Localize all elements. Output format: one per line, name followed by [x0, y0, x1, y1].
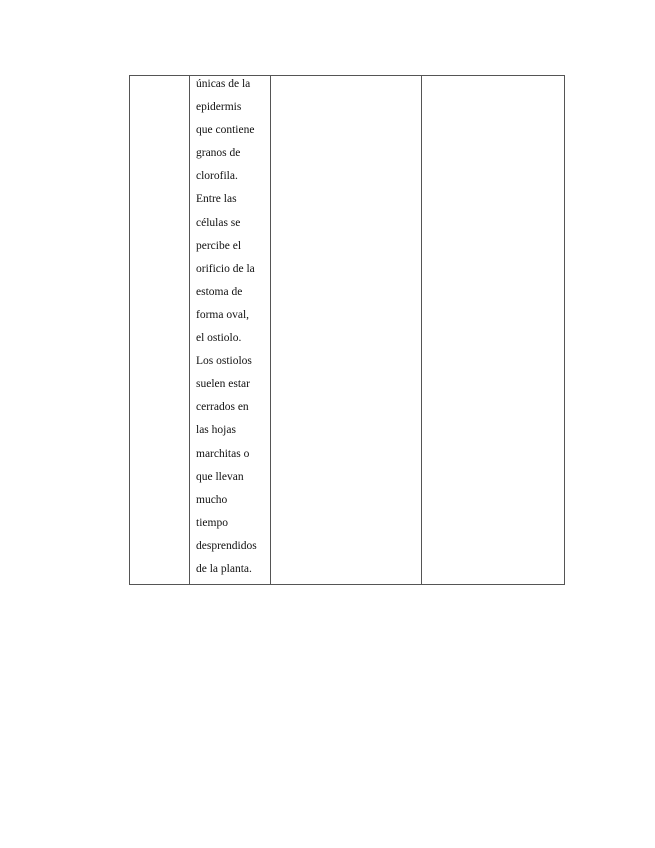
table-cell-1 [130, 76, 190, 585]
text-line: mucho [196, 493, 228, 506]
description-text [190, 76, 270, 584]
text-line: desprendidos [196, 539, 257, 552]
text-line: Los ostiolos [196, 355, 252, 368]
text-line: Entre las [196, 193, 237, 206]
text-line: granos de [196, 147, 241, 160]
table-cell-description [190, 76, 271, 585]
text-line: forma oval, [196, 308, 250, 321]
text-line: percibe el [196, 239, 242, 252]
text-line: las hojas [196, 424, 236, 437]
table-row [130, 76, 565, 585]
text-line: únicas de la [196, 78, 251, 90]
text-line: células se [196, 216, 241, 229]
table-cell-3 [271, 76, 422, 585]
text-line: epidermis [196, 101, 242, 114]
text-line: que contiene [196, 124, 255, 137]
content-table [129, 75, 565, 585]
text-line: clorofila. [196, 170, 238, 183]
text-line: cerrados en [196, 401, 249, 414]
text-line: marchitas o [196, 447, 250, 460]
text-line: de la planta. [196, 562, 252, 575]
table-cell-4 [422, 76, 565, 585]
text-line: que llevan [196, 470, 244, 483]
text-line: orificio de la [196, 262, 255, 275]
text-line: estoma de [196, 285, 243, 298]
text-line: suelen estar [196, 378, 250, 391]
text-line: tiempo [196, 516, 228, 529]
text-line: el ostiolo. [196, 332, 242, 345]
